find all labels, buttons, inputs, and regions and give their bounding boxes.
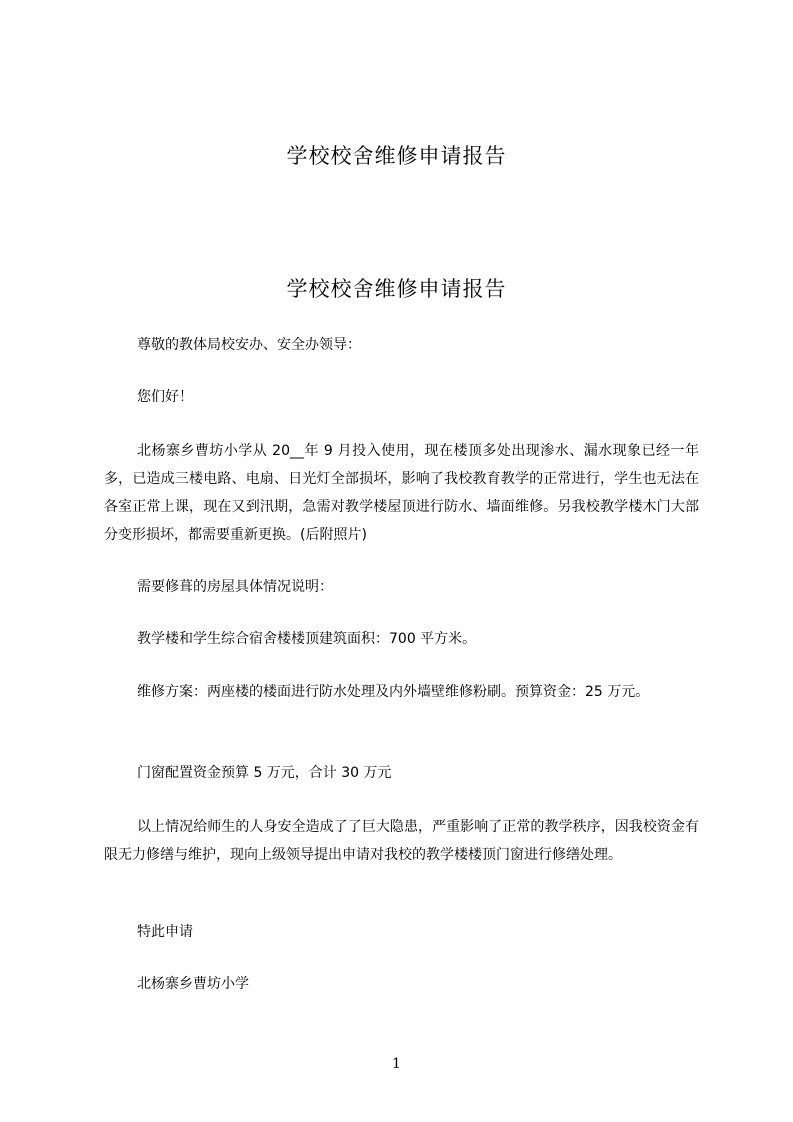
greeting: 您们好！ — [137, 389, 193, 405]
budget-info: 门窗配置资金预算 5 万元，合计 30 万元 — [137, 765, 392, 781]
area-info: 教学楼和学生综合宿舍楼楼顶建筑面积：700 平方米。 — [137, 631, 477, 647]
document-title: 学校校舍维修申请报告 — [286, 277, 507, 301]
signature: 北杨寨乡曹坊小学 — [137, 976, 249, 992]
body-paragraph-intro: 北杨寨乡曹坊小学从 20__年 9 月投入使用，现在楼顶多处出现渗水、漏水现象已经一年多，已造成三楼电路、电扇、日光灯全部损坏，影响了我校教育教学的正常进行，学生也无法在各室正常上课，现在又到汛期，急需对教学楼屋顶进行防水、墙面维修。另我校教学楼木门大部分变形损坏，都需要重新更换。(后附照片) — [104, 443, 699, 543]
closing-line: 特此申请 — [137, 924, 193, 940]
salutation: 尊敬的教体局校安办、安全办领导： — [137, 337, 361, 353]
conclusion-paragraph: 以上情况给师生的人身安全造成了了巨大隐患，严重影响了正常的教学秩序，因我校资金有限无力修缮与维护，现向上级领导提出申请对我校的教学楼楼顶门窗进行修缮处理。 — [104, 819, 699, 863]
repair-heading: 需要修葺的房屋具体情况说明： — [137, 579, 333, 595]
page-header-title: 学校校舍维修申请报告 — [286, 144, 507, 168]
page-number: 1 — [392, 1056, 401, 1072]
repair-plan: 维修方案：两座楼的楼面进行防水处理及内外墙壁维修粉刷。预算资金：25 万元。 — [137, 684, 650, 700]
